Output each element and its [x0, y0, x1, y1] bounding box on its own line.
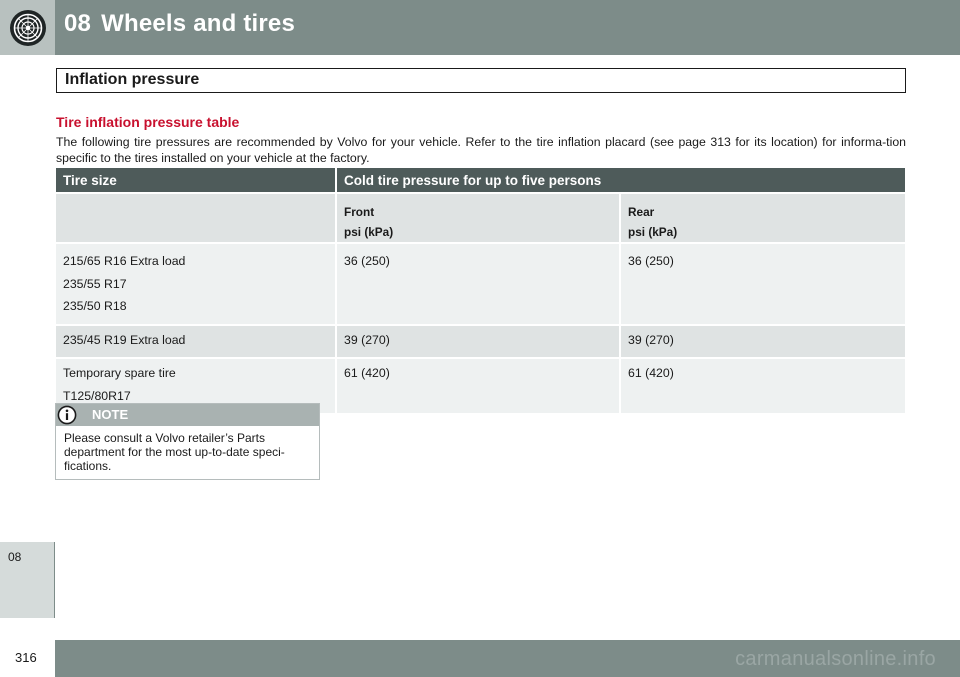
table-row — [56, 326, 905, 360]
note-box — [55, 403, 320, 480]
tire-pressure-table — [56, 168, 905, 415]
chapter-title-text: Wheels and tires — [101, 10, 296, 37]
tire-size: T125/80R17 — [63, 388, 131, 403]
section-title-box — [56, 68, 906, 93]
front-pressure-cell: 61 (420) — [337, 359, 621, 415]
subheader-front — [337, 194, 621, 244]
front-pressure-cell: 36 (250) — [337, 244, 621, 326]
note-header — [56, 404, 319, 426]
table-row — [56, 244, 905, 326]
header-tire-size: Tire size — [56, 168, 337, 194]
tire-size: 235/50 R18 — [63, 299, 127, 313]
subheader-rear — [621, 194, 905, 244]
section-title: Inflation pressure — [65, 71, 200, 88]
rear-unit: psi (kPa) — [628, 225, 678, 239]
watermark: carmanualsonline.info — [735, 648, 936, 670]
note-line: Please consult a Volvo retailer’s Parts — [64, 431, 265, 445]
front-unit: psi (kPa) — [344, 225, 394, 239]
note-line: fications. — [64, 459, 112, 473]
note-text — [64, 431, 314, 473]
note-line: department for the most up-to-date speci- — [64, 445, 285, 459]
tire-size: 235/55 R17 — [63, 276, 127, 291]
chapter-header — [0, 0, 960, 55]
chapter-title — [64, 10, 295, 38]
tire-size-cell — [56, 244, 337, 326]
tire-size: 215/65 R16 Extra load — [63, 254, 186, 268]
wheel-icon — [8, 8, 48, 48]
info-icon — [57, 405, 77, 425]
front-pressure-cell: 39 (270) — [337, 326, 621, 360]
subheading: Tire inflation pressure table — [56, 114, 240, 130]
table-subheader-row — [56, 194, 905, 244]
footer-bar — [55, 640, 960, 677]
rear-label: Rear — [628, 205, 655, 219]
rear-pressure-cell: 36 (250) — [621, 244, 905, 326]
subheader-empty — [56, 194, 337, 244]
intro-paragraph: The following tire pressures are recommended by Volvo for your vehicle. Refer to the tire inflation placard (see page 313 for its location) for informa-tion specific to the tires installed on your vehicle at the factory. — [56, 135, 906, 165]
chapter-side-tab — [0, 542, 55, 618]
chapter-number: 08 — [64, 10, 92, 37]
note-title: NOTE — [92, 407, 129, 422]
rear-pressure-cell: 39 (270) — [621, 326, 905, 360]
side-tab-label: 08 — [8, 550, 22, 564]
table-header-row — [56, 168, 905, 194]
page-number: 316 — [15, 650, 37, 665]
tire-size: Temporary spare tire — [63, 366, 176, 380]
rear-pressure-cell: 61 (420) — [621, 359, 905, 415]
chapter-icon-box — [0, 0, 55, 55]
header-cold-pressure: Cold tire pressure for up to five persons — [337, 168, 905, 194]
tire-size-cell — [56, 326, 337, 360]
tire-size: 235/45 R19 Extra load — [63, 332, 186, 347]
front-label: Front — [344, 205, 375, 219]
